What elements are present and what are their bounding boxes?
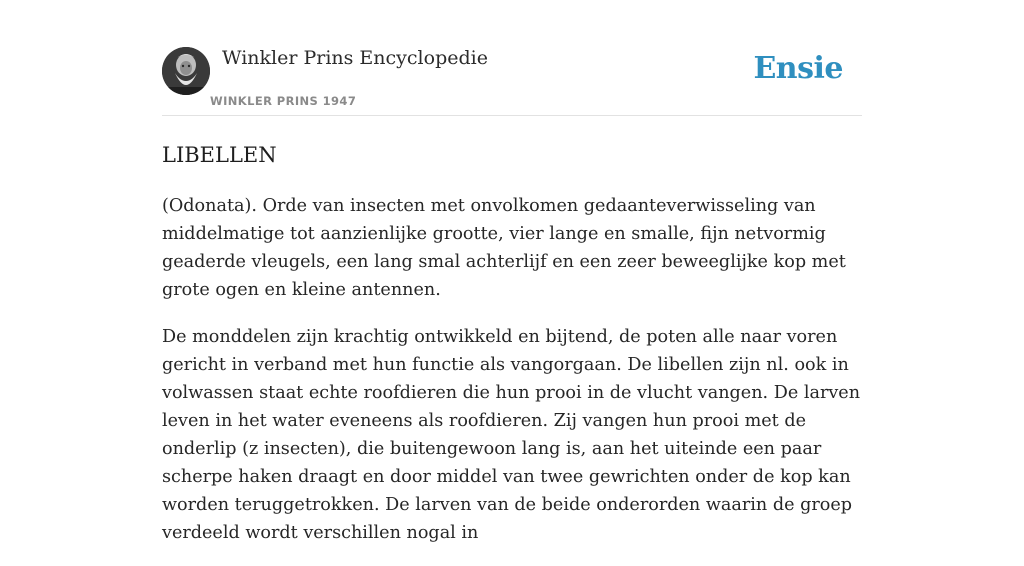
article-paragraph: De monddelen zijn krachtig ontwikkeld en bijtend, de poten alle naar voren gericht in verband met hun functie als vangorgaan. De libellen zijn nl. ook in volwassen staat echte roofdieren die hun prooi in de vlucht vangen. De larven leven in het water eveneens als roofdieren. Zij vangen hun prooi met de onderlip (z insecten), die buitengewoon lang is, aan het uiteinde een paar scherpe haken draagt en door middel van twee gewrichten onder de kop kan worden teruggetrokken. De larven van de beide onderorden waarin de groep verdeeld wordt verschillen nogal in	[162, 327, 861, 543]
article-body	[162, 192, 862, 566]
author-avatar[interactable]	[162, 47, 210, 95]
ensie-logo[interactable]: Ensie	[753, 51, 843, 86]
article-paragraph: (Odonata). Orde van insecten met onvolkomen gedaanteverwisseling van middelmatige tot aanzienlijke grootte, vier lange en smalle, fijn netvormig geaderde vleugels, een lang smal achterlijf en een zeer beweeglijke kop met grote ogen en kleine antennen.	[162, 196, 846, 300]
edition-label[interactable]: WINKLER PRINS 1947	[210, 94, 357, 108]
article-page	[162, 0, 862, 543]
bearded-man-portrait-icon	[162, 47, 210, 95]
site-title[interactable]: Winkler Prins Encyclopedie	[222, 47, 488, 69]
page-header	[162, 0, 862, 116]
entry-title: LIBELLEN	[162, 143, 277, 167]
